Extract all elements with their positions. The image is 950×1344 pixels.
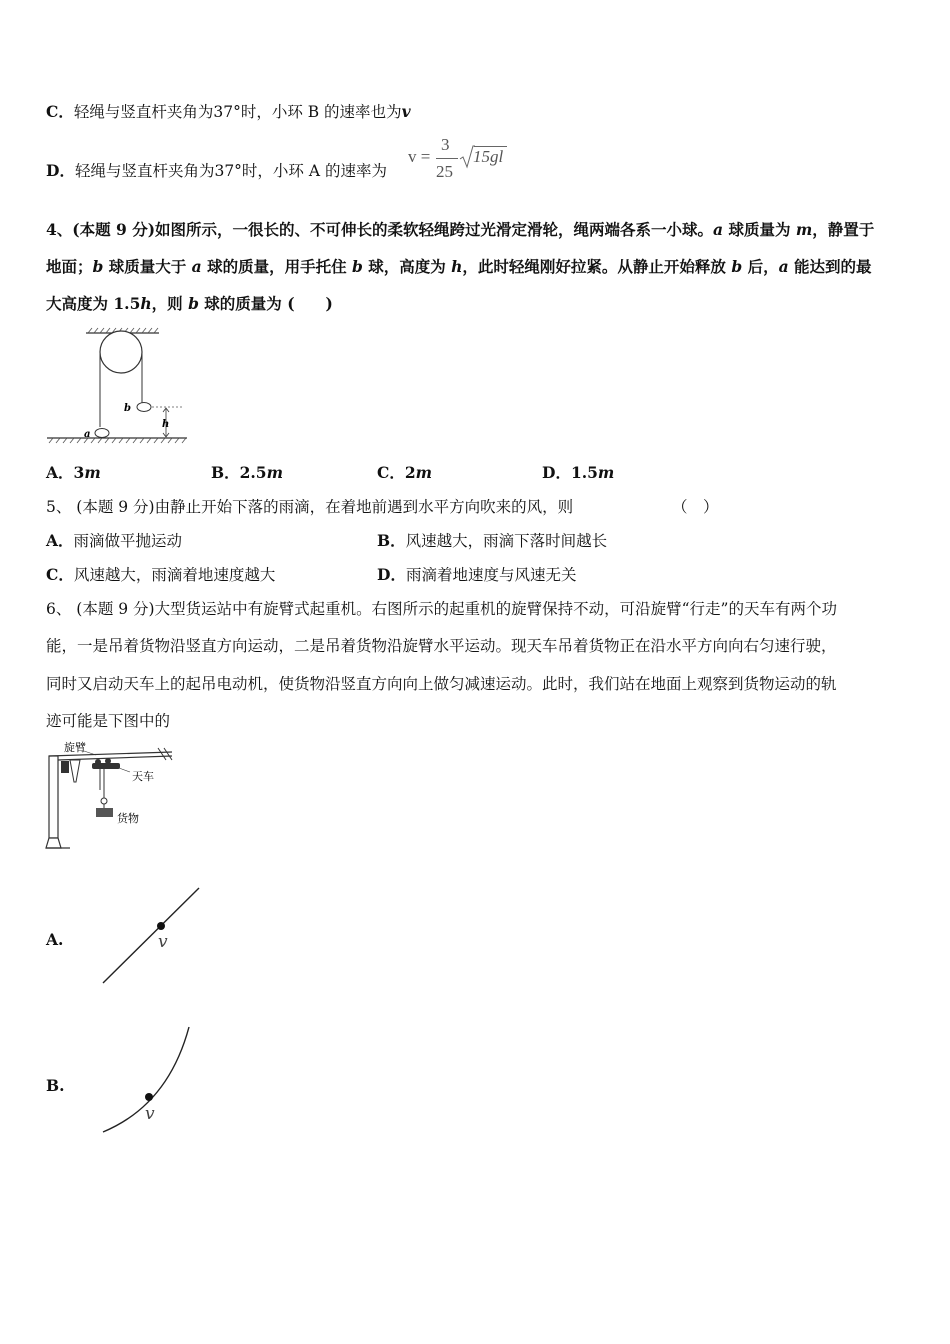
pulley-icon	[100, 331, 142, 373]
text: 球质量大于	[103, 257, 192, 276]
q6-stem-line-1	[46, 599, 837, 619]
option-label: B．	[377, 531, 406, 550]
option-unit: m	[84, 463, 101, 482]
var: a	[778, 257, 789, 276]
q3-option-d	[46, 161, 387, 181]
straight-trajectory-line	[103, 888, 199, 983]
option-text: 风速越大，雨滴着地速度越大	[73, 566, 276, 584]
option-label: A.	[46, 930, 64, 949]
formula-lhs: v =	[408, 147, 431, 166]
label-h: h	[162, 419, 170, 430]
pulley-figure	[44, 328, 194, 448]
fraction-bar	[436, 158, 458, 159]
q6-stem-line-2	[46, 636, 837, 656]
text: 球的质量为 ( )	[198, 294, 333, 313]
text: 球，高度为	[362, 257, 452, 276]
q4-stem-line-3	[46, 294, 333, 314]
radicand: 15gl	[473, 147, 504, 166]
option-label: B．	[211, 463, 240, 482]
text: 能达到的最	[788, 257, 872, 276]
arm-brace	[70, 760, 80, 782]
option-text: 雨滴着地速度与风速无关	[405, 566, 577, 584]
q5-option-d[interactable]	[377, 565, 576, 585]
stem-text: 6、 (本题 9 分)大型货运站中有旋臂式起重机。右图所示的起重机的旋臂保持不动，可沿旋臂“行走”的天车有两个功	[46, 600, 837, 618]
option-text: 雨滴做平抛运动	[73, 532, 183, 550]
cargo-box-icon	[96, 808, 113, 817]
label-b: b	[124, 403, 131, 414]
rotating-arm-bottom	[58, 756, 172, 760]
stem-text: 能，一是吊着货物沿竖直方向运动，二是吊着货物沿旋臂水平运动。现天车吊着货物正在沿水平方向向右匀速行驶，	[46, 637, 837, 655]
q5-option-a[interactable]	[46, 531, 182, 551]
ground-hatch	[49, 438, 186, 443]
label-a: a	[84, 429, 91, 440]
hook-icon	[101, 798, 107, 804]
q6-stem-line-4	[46, 711, 170, 731]
stem-text: 同时又启动天车上的起吊电动机，使货物沿竖直方向向上做匀减速运动。此时，我们站在地面上观察到货物运动的轨	[46, 675, 837, 693]
crane-column	[49, 756, 58, 838]
option-value: 2.5	[239, 463, 267, 482]
text: 地面；	[46, 257, 93, 276]
text: 球的质量，用手托住	[201, 257, 352, 276]
option-label: A．	[46, 463, 74, 482]
q5-option-b[interactable]	[377, 531, 607, 551]
label-trolley: 天车	[132, 770, 154, 783]
q6-option-b-trajectory[interactable]	[100, 1025, 200, 1135]
text: ，静置于	[812, 220, 875, 239]
ball-a-icon	[95, 429, 109, 438]
option-label: C．	[46, 102, 74, 121]
q3-option-c	[46, 102, 411, 122]
crane-base	[46, 838, 61, 848]
option-text: 轻绳与竖直杆夹角为37°时，小环 A 的速率为	[74, 162, 387, 180]
cargo-point-icon	[157, 922, 165, 930]
text: 大高度为 1.5	[46, 294, 141, 313]
text: ，则	[151, 294, 189, 313]
velocity-symbol: v	[401, 102, 411, 121]
var: a	[713, 220, 724, 239]
stem-text: 迹可能是下图中的	[46, 712, 171, 730]
crane-figure	[44, 738, 179, 850]
q4-option-b[interactable]	[211, 463, 283, 483]
velocity-label: v	[145, 1104, 155, 1124]
var: b	[731, 257, 743, 276]
q5-answer-bracket	[672, 497, 719, 517]
q4-option-a[interactable]	[46, 463, 101, 483]
var: a	[191, 257, 202, 276]
counterweight-icon	[61, 761, 69, 773]
q5-stem	[46, 497, 573, 517]
option-unit: m	[415, 463, 433, 482]
label-rotating-arm: 旋臂	[64, 741, 86, 754]
var: b	[352, 257, 363, 276]
q4-option-c[interactable]	[377, 463, 432, 483]
option-label: D．	[46, 161, 75, 180]
leader-line-trolley	[119, 768, 130, 772]
q4-stem-line-2	[46, 257, 872, 277]
option-value: 2	[404, 463, 416, 482]
option-text: 风速越大，雨滴下落时间越长	[405, 532, 608, 550]
var: m	[795, 220, 813, 239]
q6-option-b-label[interactable]	[46, 1076, 65, 1096]
q6-option-a-label[interactable]	[46, 930, 63, 950]
q6-stem-line-3	[46, 674, 837, 694]
q6-option-a-trajectory[interactable]	[100, 886, 210, 986]
ball-b-icon	[137, 403, 151, 412]
text: 4、(本题 9 分)如图所示，一很长的、不可伸长的柔软轻绳跨过光滑定滑轮，绳两端各系一小球。	[46, 220, 714, 239]
trolley-wheel-icon	[105, 758, 111, 764]
trolley-wheel-icon	[95, 759, 101, 765]
label-cargo: 货物	[117, 812, 139, 825]
text: 后，	[742, 257, 779, 276]
text: 球质量为	[723, 220, 796, 239]
stem-text: 5、 (本题 9 分)由静止开始下落的雨滴，在着地前遇到水平方向吹来的风，则	[46, 498, 574, 516]
option-value: 1.5	[570, 463, 598, 482]
bracket-text: （ ）	[672, 498, 719, 516]
option-label: A．	[46, 531, 74, 550]
option-label: C．	[377, 463, 405, 482]
cargo-point-icon	[145, 1093, 153, 1101]
option-unit: m	[266, 463, 283, 482]
velocity-label: v	[158, 932, 168, 952]
option-unit: m	[597, 463, 615, 482]
option-text: 轻绳与竖直杆夹角为37°时，小环 B 的速率也为	[73, 103, 402, 121]
var: b	[188, 294, 199, 313]
var: h	[451, 257, 463, 276]
q5-option-c[interactable]	[46, 565, 275, 585]
option-label: D．	[542, 463, 571, 482]
fraction-numerator: 3	[441, 135, 450, 154]
q4-stem-line-1	[46, 220, 874, 240]
option-label: D．	[377, 565, 406, 584]
option-label: B.	[46, 1076, 65, 1095]
fraction-denominator: 25	[436, 162, 453, 181]
q4-option-d[interactable]	[542, 463, 614, 483]
var: b	[92, 257, 104, 276]
option-value: 3	[73, 463, 85, 482]
var: h	[140, 294, 152, 313]
option-label: C．	[46, 565, 74, 584]
text: ，此时轻绳刚好拉紧。从静止开始释放	[462, 257, 732, 276]
